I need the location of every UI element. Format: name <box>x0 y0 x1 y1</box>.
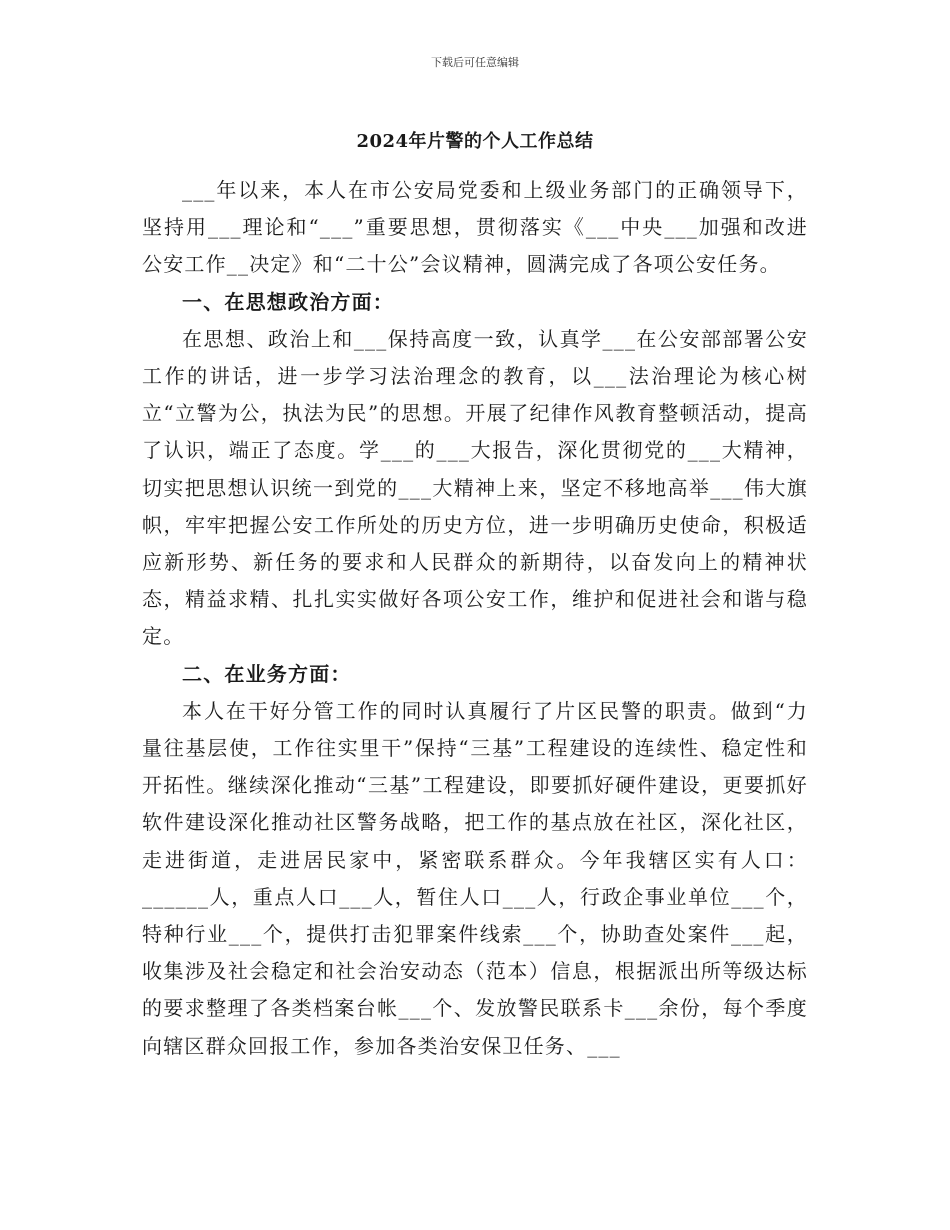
intro-paragraph: ___年以来，本人在市公安局党委和上级业务部门的正确领导下，坚持用___理论和“___”重要思想，贯彻落实《___中央___加强和改进公安工作__决定》和“二十公”会议精神，圆满完成了各项公安任务。 <box>142 178 808 277</box>
header-note: 下载后可任意编辑 <box>431 56 519 69</box>
section-heading-political: 一、在思想政治方面： <box>182 289 394 314</box>
section-paragraph-political: 在思想、政治上和___保持高度一致，认真学___在公安部部署公安工作的讲话，进一步学习法治理念的教育，以___法治理论为核心树立“立警为公，执法为民”的思想。开展了纪律作风教育整顿活动，提高了认识，端正了态度。学___的___大报告，深化贯彻党的___大精神，切实把思想认识统一到党的___大精神上来，坚定不移地高举___伟大旗帜，牢牢把握公安工作所处的历史方位，进一步明确历史使命，积极适应新形势、新任务的要求和人民群众的新期待，以奋发向上的精神状态，精益求精、扎扎实实做好各项公安工作，维护和促进社会和谐与稳定。 <box>142 326 808 649</box>
section-heading-business: 二、在业务方面： <box>182 661 352 686</box>
document-body <box>142 172 808 1065</box>
section-paragraph-business: 本人在干好分管工作的同时认真履行了片区民警的职责。做到“力量往基层使，工作往实里干”保持“三基”工程建设的连续性、稳定性和开拓性。继续深化推动“三基”工程建设，即要抓好硬件建设，更要抓好软件建设深化推动社区警务战略，把工作的基点放在社区，深化社区，走进街道，走进居民家中，紧密联系群众。今年我辖区实有人口：______人，重点人口___人，暂住人口___人，行政企事业单位___个，特种行业___个，提供打击犯罪案件线索___个，协助查处案件___起，收集涉及社会稳定和社会治安动态（范本）信息，根据派出所等级达标的要求整理了各类档案台帐___个、发放警民联系卡___余份，每个季度向辖区群众回报工作，参加各类治安保卫任务、___ <box>142 698 808 1058</box>
document-title: 2024年片警的个人工作总结 <box>356 131 594 152</box>
